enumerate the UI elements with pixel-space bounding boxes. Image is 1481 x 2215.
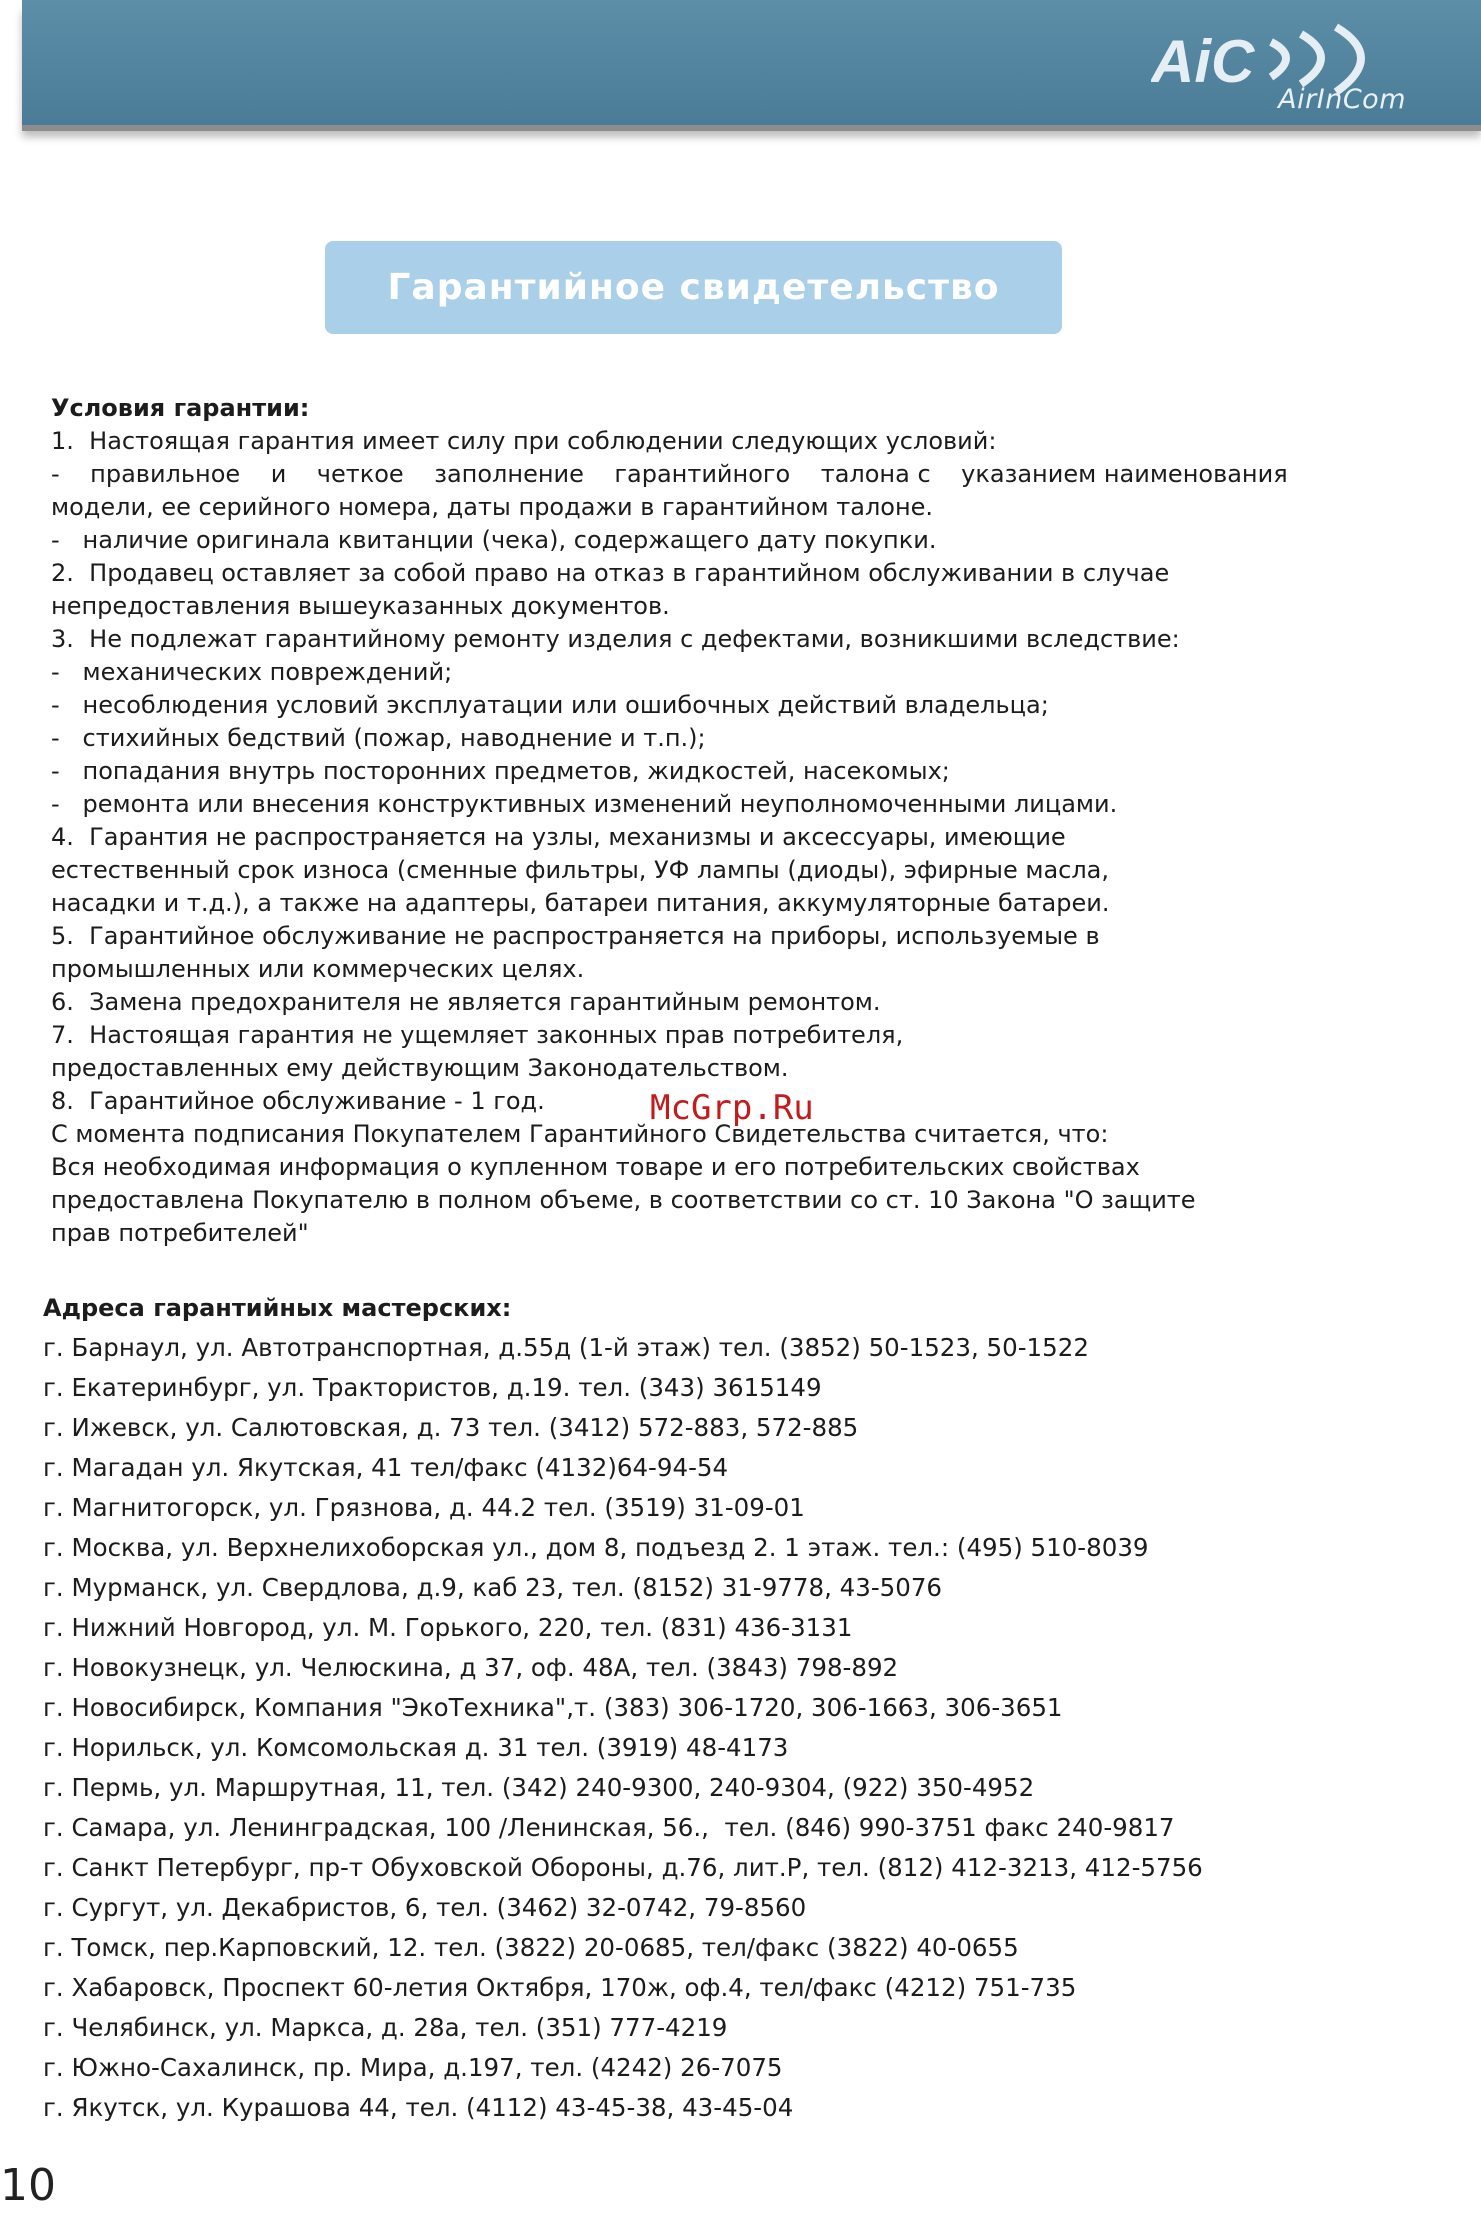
address-item: г. Ижевск, ул. Салютовская, д. 73 тел. (3412) 572-883, 572-885 (43, 1413, 859, 1442)
service-center-addresses (43, 1288, 1443, 2128)
terms-line: Вся необходимая информация о купленном товаре и его потребительских свойствах (51, 1153, 1140, 1181)
terms-line: модели, ее серийного номера, даты продажи в гарантийном талоне. (51, 493, 934, 521)
terms-line: 8. Гарантийное обслуживание - 1 год. (51, 1087, 545, 1115)
terms-line: - наличие оригинала квитанции (чека), содержащего дату покупки. (51, 526, 937, 554)
terms-line: 7. Настоящая гарантия не ущемляет законных прав потребителя, (51, 1021, 904, 1049)
address-item: г. Томск, пер.Карповский, 12. тел. (3822) 20-0685, тел/факс (3822) 40-0655 (43, 1933, 1019, 1962)
terms-line: 4. Гарантия не распространяется на узлы, механизмы и аксессуары, имеющие (51, 823, 1066, 851)
page-number: 10 (0, 2160, 56, 2211)
terms-line: - несоблюдения условий эксплуатации или ошибочных действий владельца; (51, 691, 1049, 719)
address-item: г. Магадан ул. Якутская, 41 тел/факс (4132)64-94-54 (43, 1453, 729, 1482)
address-item: г. Новосибирск, Компания "ЭкоТехника",т. (383) 306-1720, 306-1663, 306-3651 (43, 1693, 1063, 1722)
address-item: г. Нижний Новгород, ул. М. Горького, 220, тел. (831) 436-3131 (43, 1613, 853, 1642)
terms-line: - правильное и четкое заполнение гарантийного талона с указанием наименования (51, 460, 1288, 488)
terms-line: предоставленных ему действующим Законодательством. (51, 1054, 789, 1082)
address-item: г. Екатеринбург, ул. Трактористов, д.19. тел. (343) 3615149 (43, 1373, 822, 1402)
terms-line: - стихийных бедствий (пожар, наводнение и т.п.); (51, 724, 706, 752)
address-item: г. Челябинск, ул. Маркса, д. 28а, тел. (351) 777-4219 (43, 2013, 728, 2042)
terms-line: естественный срок износа (сменные фильтры, УФ лампы (диоды), эфирные масла, (51, 856, 1110, 884)
terms-line: прав потребителей" (51, 1219, 309, 1247)
terms-line: 5. Гарантийное обслуживание не распространяется на приборы, используемые в (51, 922, 1100, 950)
terms-line: - механических повреждений; (51, 658, 453, 686)
page-title: Гарантийное свидетельство (387, 267, 1000, 308)
address-item: г. Магнитогорск, ул. Грязнова, д. 44.2 тел. (3519) 31-09-01 (43, 1493, 805, 1522)
terms-line: С момента подписания Покупателем Гарантийного Свидетельства считается, что: (51, 1120, 1109, 1148)
address-item: г. Новокузнецк, ул. Челюскина, д 37, оф. 48А, тел. (3843) 798-892 (43, 1653, 899, 1682)
address-item: г. Норильск, ул. Комсомольская д. 31 тел. (3919) 48-4173 (43, 1733, 789, 1762)
terms-line: 6. Замена предохранителя не является гарантийным ремонтом. (51, 988, 881, 1016)
terms-line: 2. Продавец оставляет за собой право на отказ в гарантийном обслуживании в случае (51, 559, 1170, 587)
terms-heading: Условия гарантии: (51, 394, 310, 422)
addresses-heading: Адреса гарантийных мастерских: (43, 1294, 512, 1322)
address-item: г. Барнаул, ул. Автотранспортная, д.55д (1-й этаж) тел. (3852) 50-1523, 50-1522 (43, 1333, 1089, 1362)
logo-text: AirInCom (1278, 84, 1406, 115)
logo-mark: AiC (1151, 28, 1255, 95)
address-item: г. Мурманск, ул. Свердлова, д.9, каб 23, тел. (8152) 31-9778, 43-5076 (43, 1573, 943, 1602)
terms-line: - ремонта или внесения конструктивных изменений неуполномоченными лицами. (51, 790, 1118, 818)
terms-line: предоставлена Покупателю в полном объеме, в соответствии со ст. 10 Закона "О защите (51, 1186, 1196, 1214)
address-item: г. Якутск, ул. Курашова 44, тел. (4112) 43-45-38, 43-45-04 (43, 2093, 794, 2122)
address-item: г. Пермь, ул. Маршрутная, 11, тел. (342) 240-9300, 240-9304, (922) 350-4952 (43, 1773, 1035, 1802)
terms-line: 1. Настоящая гарантия имеет силу при соблюдении следующих условий: (51, 427, 997, 455)
terms-line: насадки и т.д.), а также на адаптеры, батареи питания, аккумуляторные батареи. (51, 889, 1110, 917)
watermark: McGrp.Ru (650, 1088, 814, 1128)
address-item: г. Сургут, ул. Декабристов, 6, тел. (3462) 32-0742, 79-8560 (43, 1893, 807, 1922)
address-item: г. Москва, ул. Верхнелихоборская ул., дом 8, подъезд 2. 1 этаж. тел.: (495) 510-8039 (43, 1533, 1149, 1562)
address-item: г. Южно-Сахалинск, пр. Мира, д.197, тел. (4242) 26-7075 (43, 2053, 783, 2082)
terms-line: непредоставления вышеуказанных документов. (51, 592, 670, 620)
header-bar (22, 0, 1481, 125)
address-item: г. Хабаровск, Проспект 60-летия Октября, 170ж, оф.4, тел/факс (4212) 751-735 (43, 1973, 1077, 2002)
title-box (325, 241, 1062, 334)
terms-line: промышленных или коммерческих целях. (51, 955, 585, 983)
address-item: г. Самара, ул. Ленинградская, 100 /Ленинская, 56., тел. (846) 990-3751 факс 240-9817 (43, 1813, 1175, 1842)
terms-line: - попадания внутрь посторонних предметов, жидкостей, насекомых; (51, 757, 950, 785)
terms-line: 3. Не подлежат гарантийному ремонту изделия с дефектами, возникшими вследствие: (51, 625, 1180, 653)
address-item: г. Санкт Петербург, пр-т Обуховской Обороны, д.76, лит.Р, тел. (812) 412-3213, 412-5756 (43, 1853, 1203, 1882)
